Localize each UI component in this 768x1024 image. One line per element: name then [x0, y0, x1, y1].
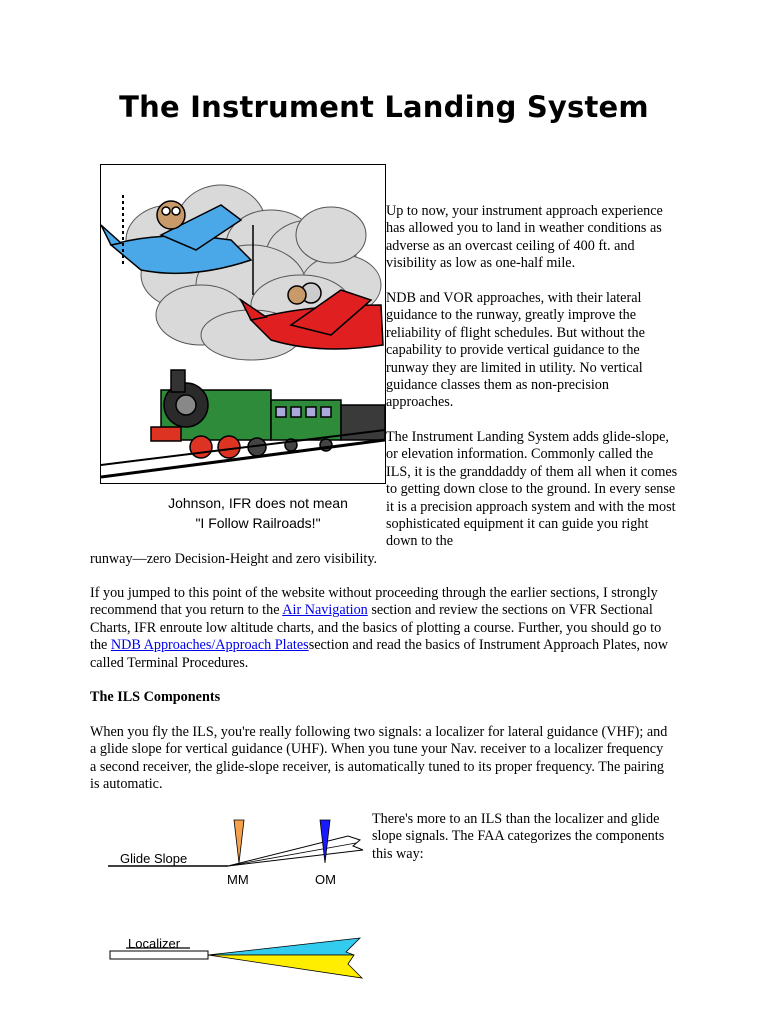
middle-marker: [234, 820, 244, 863]
page-title: The Instrument Landing System: [119, 90, 649, 124]
ndb-vor-paragraph: NDB and VOR approaches, with their lateral guidance to the runway, greatly improve the reliability of flight schedules. But without the capability to provide vertical guidance to the runway they are limited in utility. No vertical guidance classes them as non-precision approaches.: [386, 290, 645, 411]
recommend-text-2: section and review the sections on VFR Sectional Charts, IFR enroute low altitude charts, and the basics of plotting a course. Further, you should go to the: [90, 602, 662, 654]
ndb-approaches-link[interactable]: NDB Approaches/Approach Plates: [110, 637, 309, 654]
localizer-label: Localizer: [128, 936, 181, 951]
ils-intro-tail: runway—zero Decision-Height and zero visibility.: [90, 551, 378, 567]
recommend-text-3: section and read the basics of Instrument Approach Plates, now called Terminal Procedures.: [90, 637, 669, 671]
cartoon-illustration: [100, 164, 386, 484]
faa-paragraph: There's more to an ILS than the localizer and glide slope signals. The FAA categorizes the components this way:: [372, 811, 665, 862]
mm-label: MM: [227, 872, 249, 887]
cartoon-drawing: [101, 165, 385, 483]
cartoon-caption-line2: "I Follow Railroads!": [195, 515, 321, 531]
air-navigation-link[interactable]: Air Navigation: [282, 602, 368, 619]
signals-paragraph: When you fly the ILS, you're really following two signals: a localizer for lateral guidance (VHF); and a glide slope for vertical guidance (UHF). When you tune your Nav. receiver to a localizer frequency a second receiver, the glide-slope receiver, is automatically tuned to its proper frequency. The pairing is automatic.: [90, 724, 668, 793]
ils-components-heading: The ILS Components: [90, 689, 221, 705]
glide-slope-label: Glide Slope: [120, 851, 188, 866]
cartoon-caption-line1: Johnson, IFR does not mean: [168, 495, 348, 511]
localizer-drawing: [108, 934, 368, 984]
intro-paragraph: Up to now, your instrument approach experience has allowed you to land in weather conditions as adverse as an overcast ceiling of 400 ft. and visibility as low as one-half mile.: [386, 203, 663, 272]
localizer-upper-lobe: [208, 938, 360, 955]
recommend-text-1: If you jumped to this point of the website without proceeding through the earlier sections, I strongly recommend that you return to the: [90, 585, 658, 619]
localizer-lower-lobe: [208, 955, 362, 978]
recommend-paragraph: [90, 585, 670, 672]
ils-intro-paragraph: The Instrument Landing System adds glide-slope, or elevation information. Commonly called the ILS, it is the granddaddy of them all when it comes to getting down close to the ground. In every sense it is a precision approach system and with the most sophisticated equipment it can guide you right down to the: [386, 429, 678, 550]
localizer-diagram: [108, 934, 368, 984]
om-label: OM: [315, 872, 336, 887]
